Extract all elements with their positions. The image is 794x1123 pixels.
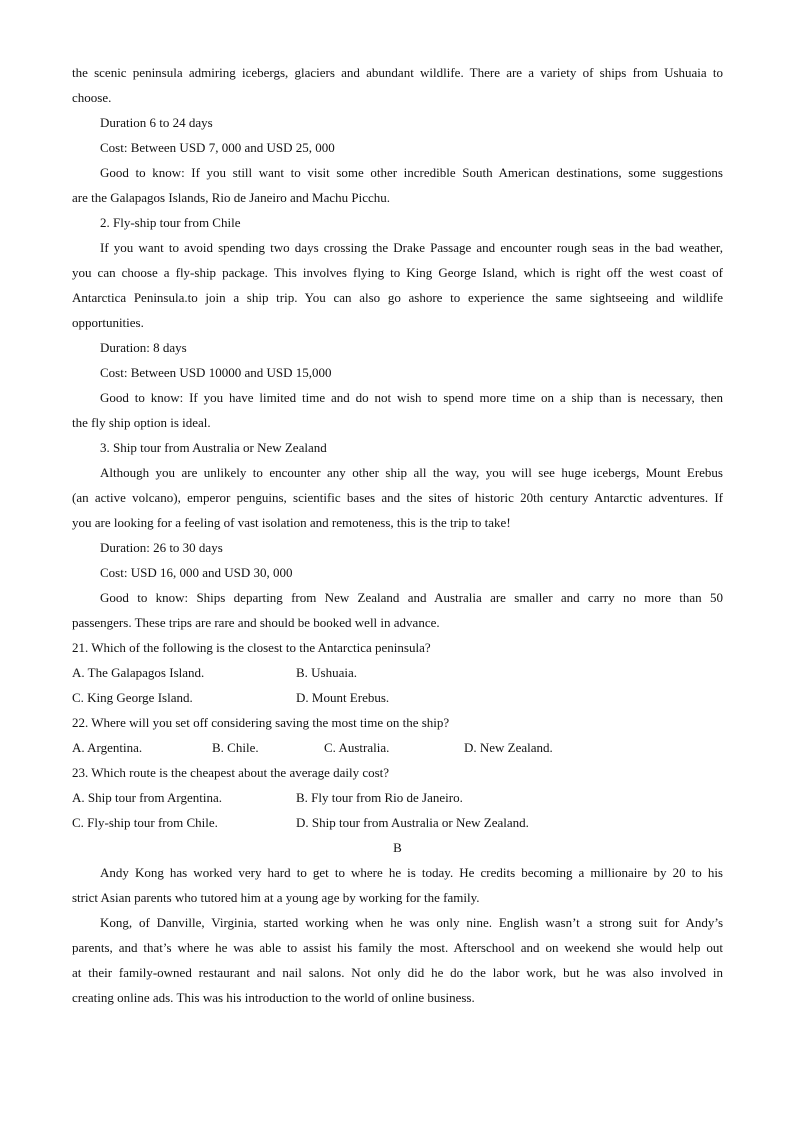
section-label: B bbox=[393, 840, 402, 855]
tour-duration: Duration 6 to 24 days bbox=[100, 115, 213, 130]
paragraph-line: the scenic peninsula admiring icebergs, glaciers and abundant wildlife. There are a variety of ships from Ushuaia to bbox=[72, 65, 723, 80]
option-c: C. King George Island. bbox=[72, 690, 193, 705]
question-stem: 22. Where will you set off considering saving the most time on the ship? bbox=[72, 715, 450, 730]
paragraph-line: parents, and that’s where he was able to assist his family the most. Afterschool and on weekend she would help out bbox=[72, 940, 723, 955]
paragraph-line: you are looking for a feeling of vast isolation and remoteness, this is the trip to take! bbox=[72, 515, 511, 530]
paragraph-line: Although you are unlikely to encounter any other ship all the way, you will see huge icebergs, Mount Erebus bbox=[100, 465, 723, 480]
answer-options bbox=[72, 660, 723, 685]
tour-cost: Cost: USD 16, 000 and USD 30, 000 bbox=[100, 565, 293, 580]
option-a: A. The Galapagos Island. bbox=[72, 665, 205, 680]
paragraph-line: (an active volcano), emperor penguins, scientific bases and the sites of historic 20th century Antarctic adventures. If bbox=[72, 490, 723, 505]
answer-options bbox=[72, 810, 723, 835]
good-to-know-line: passengers. These trips are rare and should be booked well in advance. bbox=[72, 615, 440, 630]
paragraph-line: creating online ads. This was his introduction to the world of online business. bbox=[72, 990, 475, 1005]
paragraph-line: strict Asian parents who tutored him at a young age by working for the family. bbox=[72, 890, 480, 905]
option-b: B. Fly tour from Rio de Janeiro. bbox=[296, 790, 463, 805]
option-b: B. Ushuaia. bbox=[296, 665, 358, 680]
tour-cost: Cost: Between USD 7, 000 and USD 25, 000 bbox=[100, 140, 335, 155]
question-stem: 23. Which route is the cheapest about the average daily cost? bbox=[72, 765, 390, 780]
paragraph-line: Antarctica Peninsula.to join a ship trip. You can also go ashore to experience the same sightseeing and wildlife bbox=[72, 290, 723, 305]
tour-duration: Duration: 26 to 30 days bbox=[100, 540, 223, 555]
good-to-know-line: the fly ship option is ideal. bbox=[72, 415, 211, 430]
question-stem: 21. Which of the following is the closest to the Antarctica peninsula? bbox=[72, 640, 431, 655]
tour-heading: 3. Ship tour from Australia or New Zealand bbox=[100, 440, 327, 455]
paragraph-line: choose. bbox=[72, 90, 112, 105]
document-page bbox=[72, 60, 723, 1010]
answer-options bbox=[72, 735, 723, 760]
option-a: A. Argentina. bbox=[72, 740, 143, 755]
option-c: C. Australia. bbox=[324, 740, 390, 755]
option-c: C. Fly-ship tour from Chile. bbox=[72, 815, 218, 830]
option-d: D. Mount Erebus. bbox=[296, 690, 390, 705]
option-a: A. Ship tour from Argentina. bbox=[72, 790, 222, 805]
tour-heading: 2. Fly-ship tour from Chile bbox=[100, 215, 241, 230]
good-to-know-line: Good to know: If you still want to visit some other incredible South American destinations, some suggestions bbox=[100, 165, 723, 180]
tour-cost: Cost: Between USD 10000 and USD 15,000 bbox=[100, 365, 332, 380]
tour-duration: Duration: 8 days bbox=[100, 340, 187, 355]
answer-options bbox=[72, 785, 723, 810]
answer-options bbox=[72, 685, 723, 710]
option-b: B. Chile. bbox=[212, 740, 259, 755]
paragraph-line: opportunities. bbox=[72, 315, 144, 330]
paragraph-line: you can choose a fly-ship package. This involves flying to King George Island, which is right off the west coast of bbox=[72, 265, 723, 280]
paragraph-line: Andy Kong has worked very hard to get to where he is today. He credits becoming a millionaire by 20 to his bbox=[100, 865, 723, 880]
paragraph-line: If you want to avoid spending two days crossing the Drake Passage and encounter rough seas in the bad weather, bbox=[100, 240, 723, 255]
option-d: D. Ship tour from Australia or New Zealand. bbox=[296, 815, 529, 830]
paragraph-line: Kong, of Danville, Virginia, started working when he was only nine. English wasn’t a strong suit for Andy’s bbox=[100, 915, 723, 930]
good-to-know-line: are the Galapagos Islands, Rio de Janeiro and Machu Picchu. bbox=[72, 190, 391, 205]
option-d: D. New Zealand. bbox=[464, 740, 553, 755]
paragraph-line: at their family-owned restaurant and nail salons. Not only did he do the labor work, but he was also involved in bbox=[72, 965, 723, 980]
good-to-know-line: Good to know: Ships departing from New Zealand and Australia are smaller and carry no more than 50 bbox=[100, 590, 723, 605]
good-to-know-line: Good to know: If you have limited time and do not wish to spend more time on a ship than is necessary, then bbox=[100, 390, 723, 405]
